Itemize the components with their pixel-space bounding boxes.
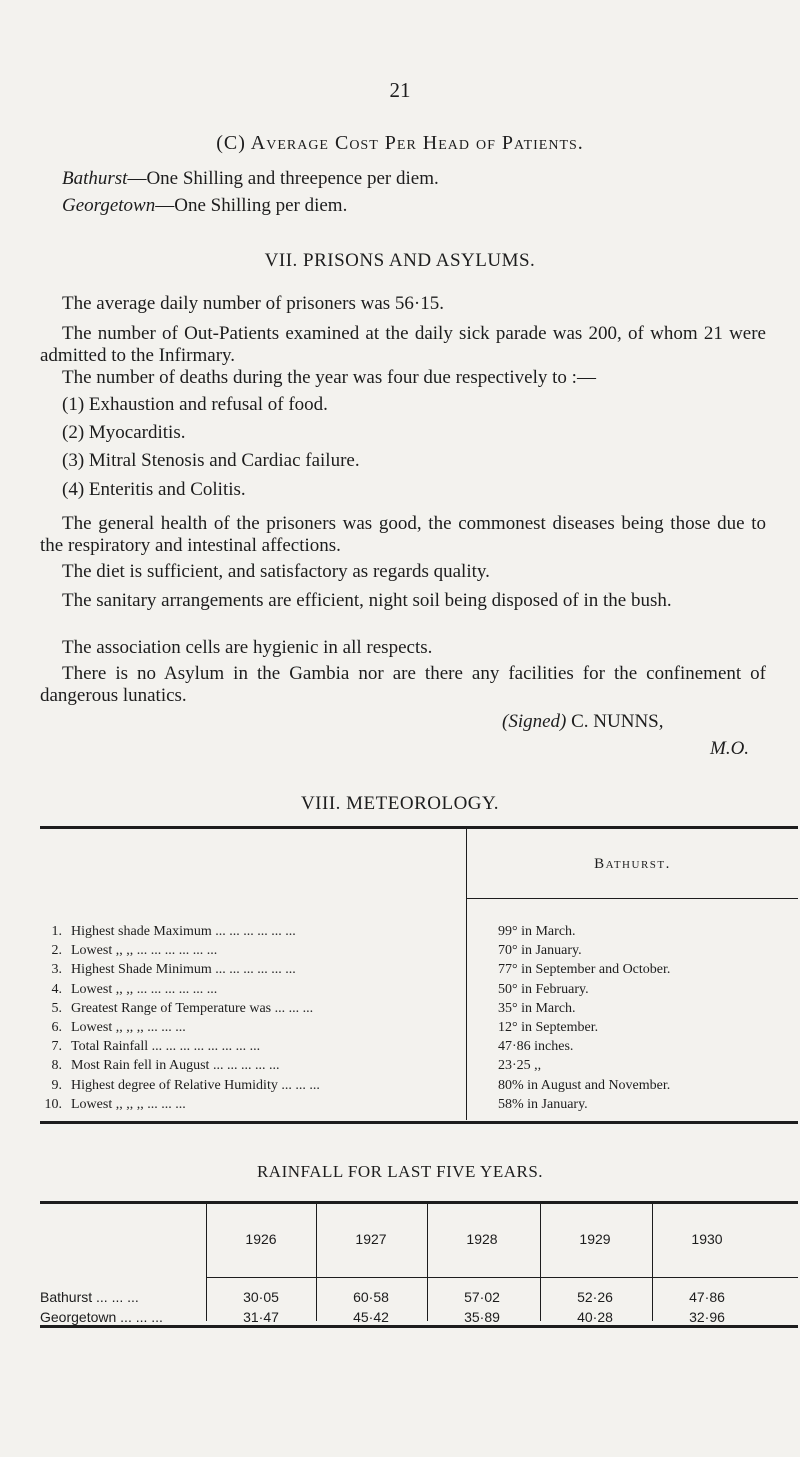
meteorology-row [40,962,798,980]
row-label: Lowest ,, ,, ... ... ... ... ... ... [71,943,218,959]
rain-value-cell: 31·47 [243,1309,279,1325]
meteorology-row [40,1039,798,1057]
section-c-heading: (C) Average Cost Per Head of Patients. [216,132,584,154]
row-label: Highest degree of Relative Humidity ... ... ... [71,1077,320,1093]
row-label: Lowest ,, ,, ,, ... ... ... [71,1020,186,1035]
bathurst-cost-text: —One Shilling and threepence per diem. [127,168,439,189]
row-label: Lowest ,, ,, ... ... ... ... ... ... [71,981,218,997]
row-value: 77° in September and October. [498,962,671,978]
row-value: 47·86 inches. [498,1039,574,1055]
rain-value-cell: 32·96 [689,1309,725,1325]
row-number: 6. [51,1020,62,1035]
row-number: 8. [51,1058,62,1074]
row-value: 23·25 ,, [498,1058,542,1074]
row-number: 10. [44,1096,62,1112]
table-bottom-rule [40,1121,798,1124]
death-cause-3: (3) Mitral Stenosis and Cardiac failure. [62,450,360,471]
row-number: 1. [51,924,62,939]
prisons-heading: VII. PRISONS AND ASYLUMS. [264,250,536,271]
row-number: 5. [51,1000,62,1016]
row-number: 7. [51,1039,62,1055]
rain-value-cell: 30·05 [243,1289,279,1305]
row-label: Highest shade Maximum ... ... ... ... ... ... [71,924,296,939]
meteorology-row [40,1058,798,1076]
signed-name: C. NUNNS, [571,711,664,732]
rainfall-table [40,1201,798,1328]
signed-label: (Signed) [502,711,567,732]
rain-year-header: 1926 [245,1231,277,1247]
meteorology-table [40,826,798,1124]
prisons-para-3: The number of deaths during the year was four due respectively to :— [62,367,596,388]
row-number: 9. [51,1077,62,1093]
georgetown-cost-line [62,195,347,217]
prisons-para-5: The diet is sufficient, and satisfactory as regards quality. [62,561,490,582]
meteorology-row [40,1001,798,1019]
prisons-para-4: The general health of the prisoners was good, the commonest diseases being those due to the respiratory and intestinal affections. [40,513,766,556]
death-cause-2: (2) Myocarditis. [62,422,186,443]
meteorology-row [40,1078,798,1096]
meteorology-row [40,924,798,942]
row-label: Total Rainfall ... ... ... ... ... ... ... ... [71,1039,261,1055]
rain-value-cell: 52·26 [577,1289,613,1305]
rain-value-cell: 40·28 [577,1309,613,1325]
row-label: Greatest Range of Temperature was ... ... ... [71,1000,314,1016]
row-value: 99° in March. [498,924,576,939]
prisons-para-1: The average daily number of prisoners was 56·15. [62,293,444,314]
rain-station-name: Bathurst ... ... ... [40,1289,139,1305]
rain-value-cell: 45·42 [353,1309,389,1325]
prisons-para-6: The sanitary arrangements are efficient, night soil being disposed of in the bush. [62,590,672,611]
row-label: Most Rain fell in August ... ... ... ... ... [71,1058,280,1074]
rain-year-header: 1929 [579,1231,611,1247]
rain-header-rule [206,1277,798,1278]
rainfall-heading: RAINFALL FOR LAST FIVE YEARS. [256,1162,544,1181]
row-number: 4. [51,981,62,997]
rain-year-header: 1927 [355,1231,387,1247]
rain-station-name: Georgetown ... ... ... [40,1309,163,1325]
meteorology-row [40,943,798,961]
death-cause-4: (4) Enteritis and Colitis. [62,479,246,500]
signature-line [502,711,664,733]
meteorology-row [40,1020,798,1038]
row-value: 12° in September. [498,1020,599,1035]
rain-value-cell: 35·89 [464,1309,500,1325]
meteorology-row [40,1097,798,1115]
row-number: 2. [51,943,62,959]
row-value: 50° in February. [498,981,589,997]
rain-top-rule [40,1201,798,1204]
bathurst-column-header: Bathurst. [594,856,671,872]
rain-bottom-rule [40,1325,798,1328]
row-label: Lowest ,, ,, ,, ... ... ... [71,1096,186,1112]
prisons-para-8: There is no Asylum in the Gambia nor are there any facilities for the confinement of dangerous lunatics. [40,663,766,706]
row-value: 80% in August and November. [498,1077,671,1093]
rain-year-header: 1930 [691,1231,723,1247]
row-label: Highest Shade Minimum ... ... ... ... ... ... [71,962,296,978]
rain-value-cell: 60·58 [353,1289,389,1305]
row-value: 58% in January. [498,1096,588,1112]
rain-value-cell: 57·02 [464,1289,500,1305]
death-cause-1: (1) Exhaustion and refusal of food. [62,394,328,415]
page-number: 21 [389,78,411,102]
prisons-para-2: The number of Out-Patients examined at the daily sick parade was 200, of whom 21 were admitted to the Infirmary. [40,323,766,366]
row-number: 3. [51,962,62,978]
prisons-para-7: The association cells are hygienic in all respects. [62,637,433,658]
table-header-rule [467,898,798,899]
rain-year-header: 1928 [466,1231,498,1247]
row-value: 35° in March. [498,1000,576,1016]
bathurst-cost-line [62,168,439,190]
table-top-rule [40,826,798,829]
georgetown-cost-label: Georgetown [62,195,156,216]
row-value: 70° in January. [498,943,582,959]
georgetown-cost-text: —One Shilling per diem. [155,195,348,216]
meteorology-heading: VIII. METEOROLOGY. [300,793,500,814]
rain-value-cell: 47·86 [689,1289,725,1305]
signed-title: M.O. [710,738,750,759]
bathurst-cost-label: Bathurst [62,168,128,189]
meteorology-row [40,982,798,1000]
